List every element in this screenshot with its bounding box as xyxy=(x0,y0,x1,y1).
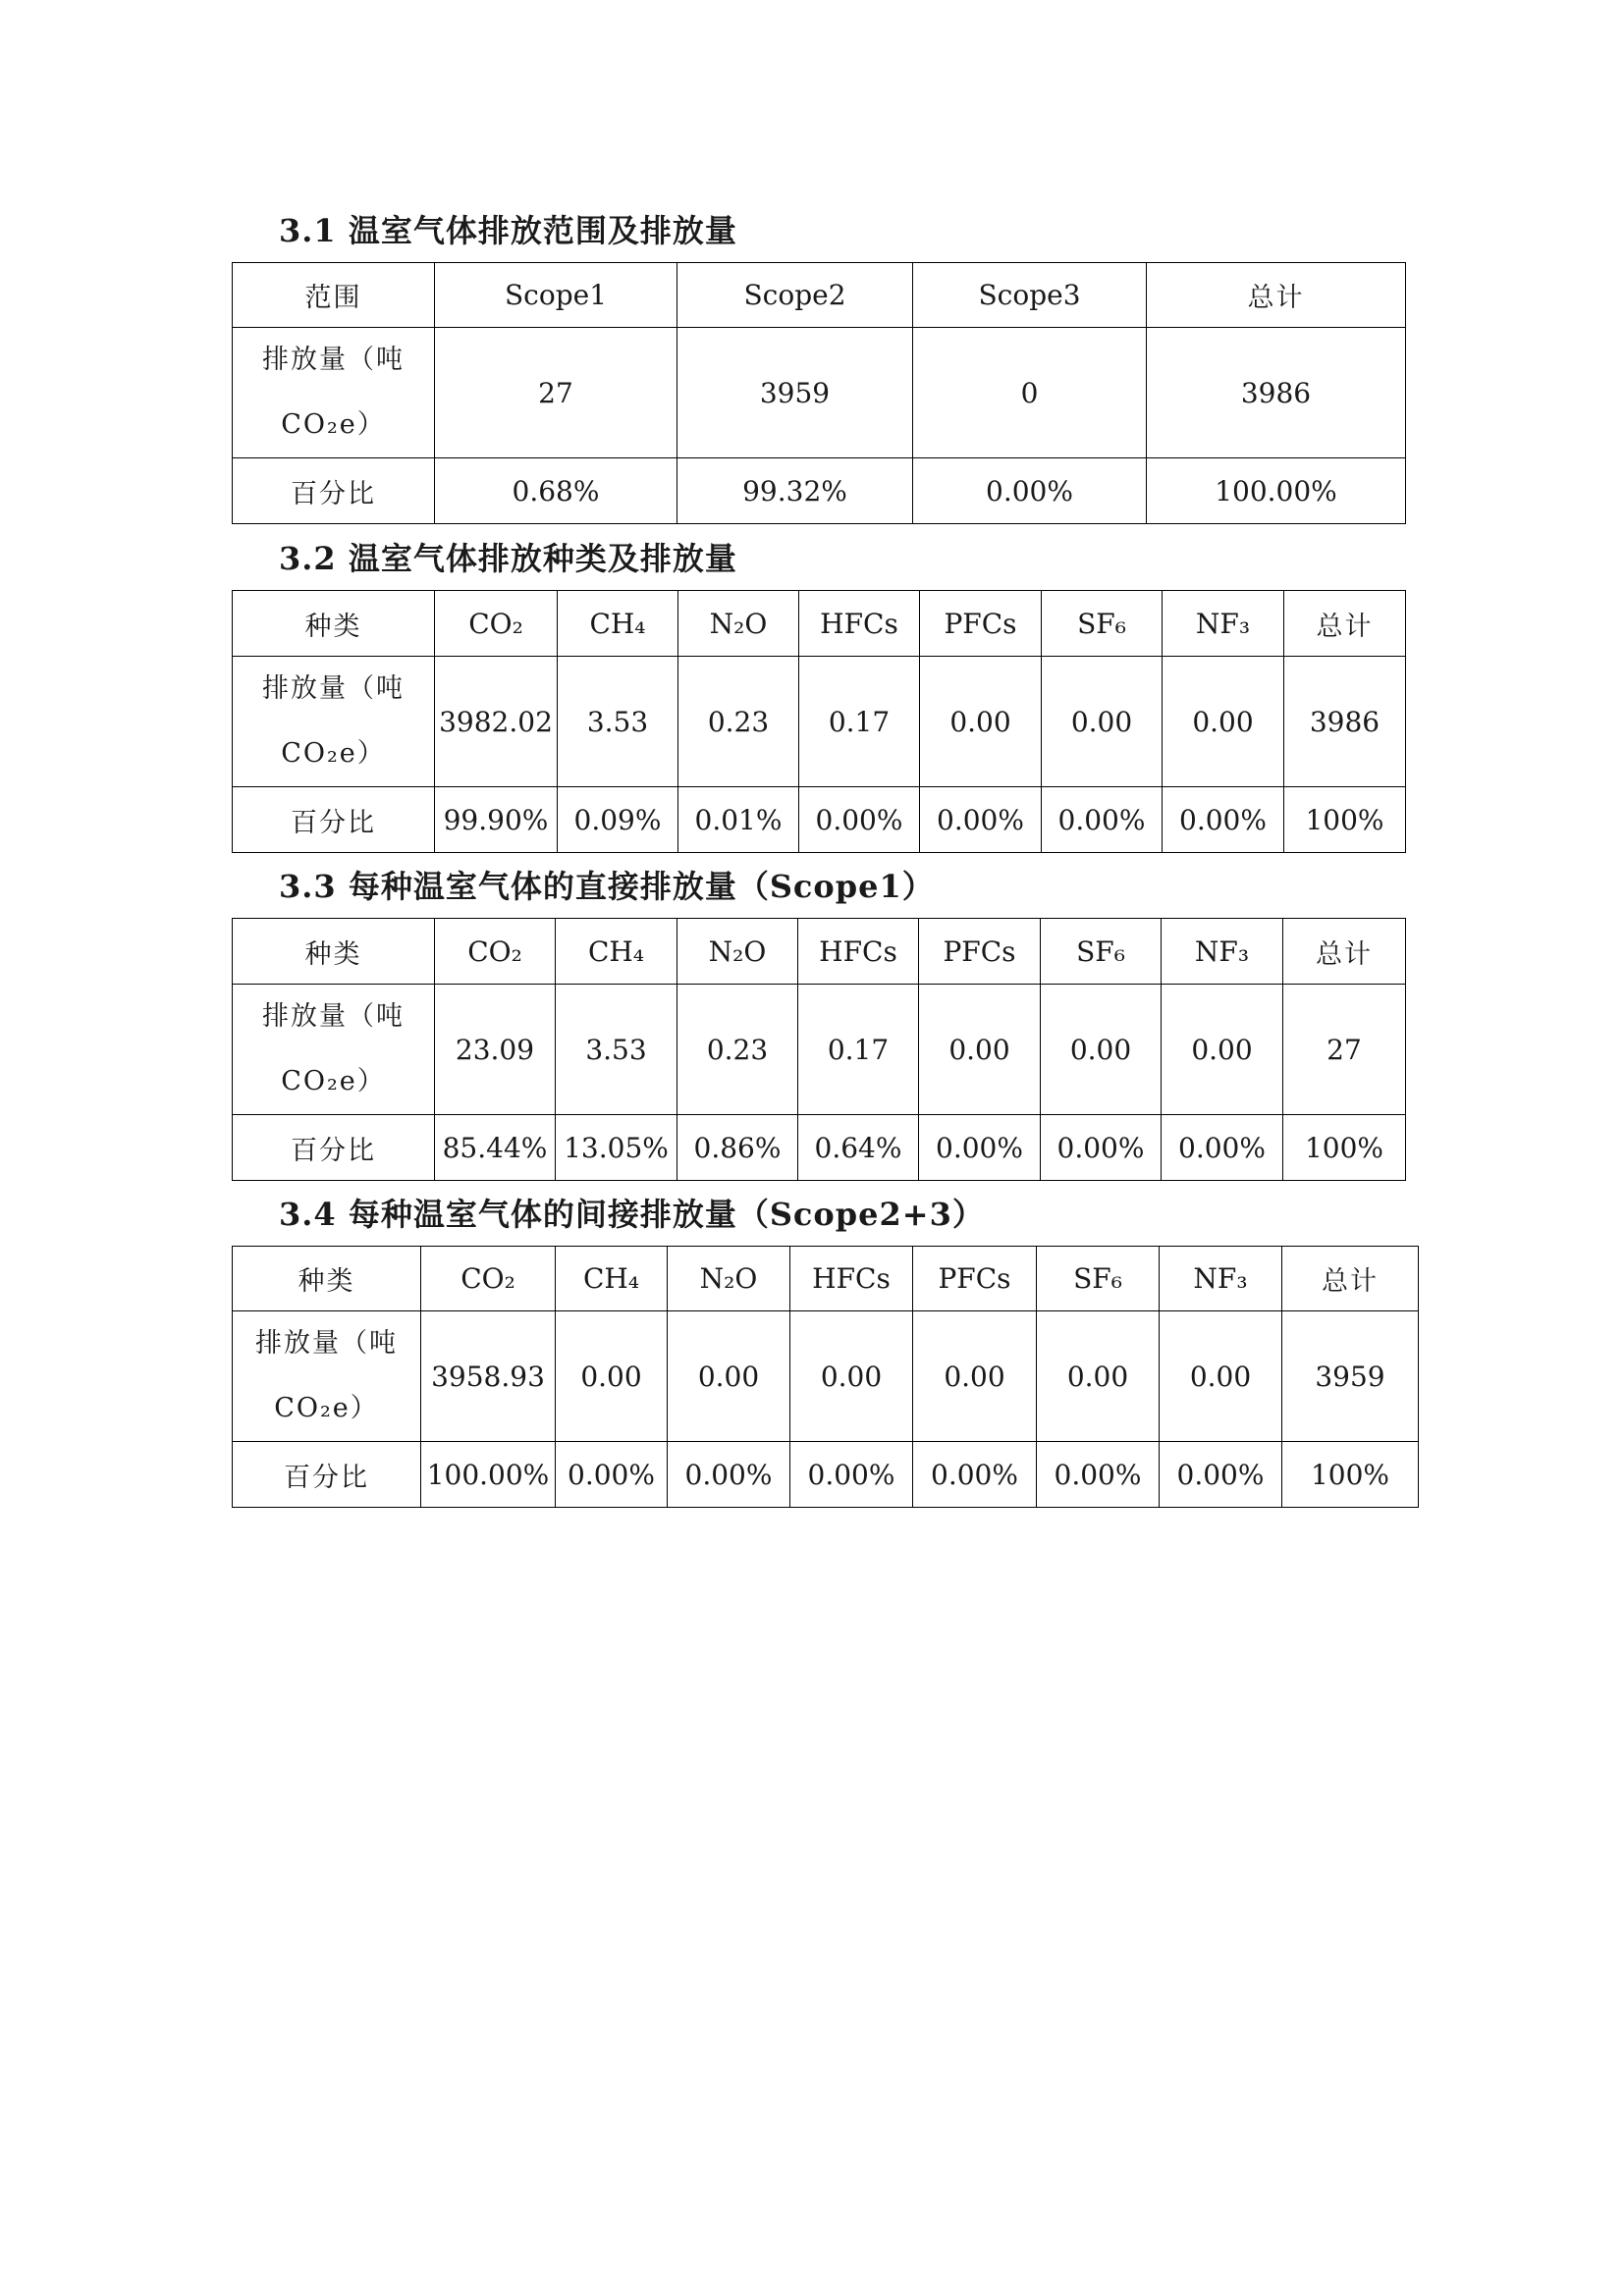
table-cell: 99.90% xyxy=(435,787,558,853)
table-cell: 0.00 xyxy=(919,985,1041,1115)
table-cell: 0.17 xyxy=(798,985,919,1115)
table-cell: 0.00 xyxy=(1042,657,1163,787)
table-cell: 0.01% xyxy=(678,787,799,853)
section-title: 3.2 温室气体排放种类及排放量 xyxy=(279,540,737,577)
section-title: 3.3 每种温室气体的直接排放量（Scope1） xyxy=(279,868,935,905)
row-label xyxy=(233,328,435,458)
table-cell: 0.00% xyxy=(668,1442,790,1508)
header-cell: SF₆ xyxy=(1041,919,1162,985)
table-cell: 0.00 xyxy=(556,1311,668,1442)
table-cell: 13.05% xyxy=(556,1115,677,1181)
table-cell: 0.00 xyxy=(1041,985,1162,1115)
table-cell: 3959 xyxy=(677,328,913,458)
table-cell: 0.00 xyxy=(668,1311,790,1442)
table-cell: 0.00% xyxy=(1041,1115,1162,1181)
table-cell: 0.00 xyxy=(913,1311,1037,1442)
table-row xyxy=(233,1311,1419,1442)
header-cell: PFCs xyxy=(919,919,1041,985)
row-label-line1: 排放量（吨 xyxy=(255,1328,398,1359)
header-cell: HFCs xyxy=(790,1247,913,1311)
table-row xyxy=(233,458,1406,524)
header-cell: Scope1 xyxy=(435,263,677,328)
header-cell: SF₆ xyxy=(1042,591,1163,657)
table-row xyxy=(233,1442,1419,1508)
table-cell: 0.00% xyxy=(790,1442,913,1508)
table-cell: 0.64% xyxy=(798,1115,919,1181)
table-cell: 0.00% xyxy=(1042,787,1163,853)
table-cell: 0.17 xyxy=(799,657,920,787)
header-cell: 范围 xyxy=(233,263,435,328)
table-cell: 100% xyxy=(1284,787,1406,853)
table-header-row xyxy=(233,263,1406,328)
row-label: 百分比 xyxy=(233,787,435,853)
header-cell: 种类 xyxy=(233,1247,421,1311)
header-cell: CO₂ xyxy=(421,1247,556,1311)
table-row xyxy=(233,787,1406,853)
header-cell: CH₄ xyxy=(556,919,677,985)
table-cell: 100.00% xyxy=(421,1442,556,1508)
row-label-line2: CO₂e） xyxy=(274,1393,379,1423)
header-cell: HFCs xyxy=(799,591,920,657)
row-label-line1: 排放量（吨 xyxy=(262,345,405,375)
table-cell: 3.53 xyxy=(558,657,678,787)
header-cell: Scope2 xyxy=(677,263,913,328)
table-cell: 0.00 xyxy=(1160,1311,1282,1442)
header-cell: PFCs xyxy=(913,1247,1037,1311)
row-label: 百分比 xyxy=(233,1442,421,1508)
header-cell: 总计 xyxy=(1282,1247,1419,1311)
row-label-line2: CO₂e） xyxy=(281,1066,386,1096)
scope-table xyxy=(232,262,1406,524)
header-cell: HFCs xyxy=(798,919,919,985)
table-row xyxy=(233,985,1406,1115)
table-cell: 0.00% xyxy=(1037,1442,1160,1508)
table-row xyxy=(233,328,1406,458)
header-cell: CO₂ xyxy=(435,919,556,985)
row-label-line1: 排放量（吨 xyxy=(262,673,405,704)
table-cell: 23.09 xyxy=(435,985,556,1115)
table-cell: 0.00% xyxy=(799,787,920,853)
table-cell: 0.00 xyxy=(1162,985,1283,1115)
header-cell: Scope3 xyxy=(913,263,1147,328)
row-label-line2: CO₂e） xyxy=(281,409,386,440)
table-cell: 3959 xyxy=(1282,1311,1419,1442)
header-cell: 总计 xyxy=(1283,919,1406,985)
header-cell: PFCs xyxy=(920,591,1042,657)
row-label-line2: CO₂e） xyxy=(281,738,386,769)
table-cell: 0.00% xyxy=(913,458,1147,524)
table-cell: 0.09% xyxy=(558,787,678,853)
table-cell: 0.00 xyxy=(1163,657,1284,787)
table-cell: 100% xyxy=(1282,1442,1419,1508)
table-cell: 3986 xyxy=(1147,328,1406,458)
table-cell: 0.00% xyxy=(920,787,1042,853)
header-cell: SF₆ xyxy=(1037,1247,1160,1311)
table-cell: 3.53 xyxy=(556,985,677,1115)
table-header-row xyxy=(233,919,1406,985)
header-cell: NF₃ xyxy=(1163,591,1284,657)
header-cell: CO₂ xyxy=(435,591,558,657)
row-label-line1: 排放量（吨 xyxy=(262,1001,405,1032)
indirect-emission-table xyxy=(232,1246,1419,1508)
row-label xyxy=(233,985,435,1115)
table-cell: 0.00% xyxy=(556,1442,668,1508)
header-cell: 种类 xyxy=(233,919,435,985)
table-cell: 0.00 xyxy=(920,657,1042,787)
header-cell: N₂O xyxy=(668,1247,790,1311)
direct-emission-table xyxy=(232,918,1406,1181)
row-label: 百分比 xyxy=(233,458,435,524)
table-cell: 0.86% xyxy=(677,1115,798,1181)
table-cell: 0.00% xyxy=(1163,787,1284,853)
table-cell: 3958.93 xyxy=(421,1311,556,1442)
table-cell: 0.23 xyxy=(678,657,799,787)
header-cell: NF₃ xyxy=(1160,1247,1282,1311)
header-cell: CH₄ xyxy=(556,1247,668,1311)
header-cell: N₂O xyxy=(677,919,798,985)
table-cell: 0 xyxy=(913,328,1147,458)
row-label: 百分比 xyxy=(233,1115,435,1181)
table-cell: 3982.02 xyxy=(435,657,558,787)
table-cell: 0.23 xyxy=(677,985,798,1115)
table-cell: 0.00 xyxy=(790,1311,913,1442)
table-cell: 99.32% xyxy=(677,458,913,524)
section-title: 3.4 每种温室气体的间接排放量（Scope2+3） xyxy=(279,1196,985,1233)
table-cell: 0.00% xyxy=(913,1442,1037,1508)
gas-type-table xyxy=(232,590,1406,853)
table-cell: 3986 xyxy=(1284,657,1406,787)
table-cell: 0.68% xyxy=(435,458,677,524)
table-cell: 85.44% xyxy=(435,1115,556,1181)
table-row xyxy=(233,1115,1406,1181)
header-cell: N₂O xyxy=(678,591,799,657)
section-title: 3.1 温室气体排放范围及排放量 xyxy=(279,212,737,249)
table-cell: 0.00 xyxy=(1037,1311,1160,1442)
table-cell: 0.00% xyxy=(1162,1115,1283,1181)
header-cell: 总计 xyxy=(1147,263,1406,328)
row-label xyxy=(233,657,435,787)
table-row xyxy=(233,657,1406,787)
row-label xyxy=(233,1311,421,1442)
header-cell: CH₄ xyxy=(558,591,678,657)
table-cell: 100.00% xyxy=(1147,458,1406,524)
table-cell: 100% xyxy=(1283,1115,1406,1181)
header-cell: NF₃ xyxy=(1162,919,1283,985)
table-cell: 27 xyxy=(1283,985,1406,1115)
table-header-row xyxy=(233,591,1406,657)
table-cell: 0.00% xyxy=(919,1115,1041,1181)
header-cell: 种类 xyxy=(233,591,435,657)
header-cell: 总计 xyxy=(1284,591,1406,657)
table-cell: 27 xyxy=(435,328,677,458)
table-header-row xyxy=(233,1247,1419,1311)
table-cell: 0.00% xyxy=(1160,1442,1282,1508)
